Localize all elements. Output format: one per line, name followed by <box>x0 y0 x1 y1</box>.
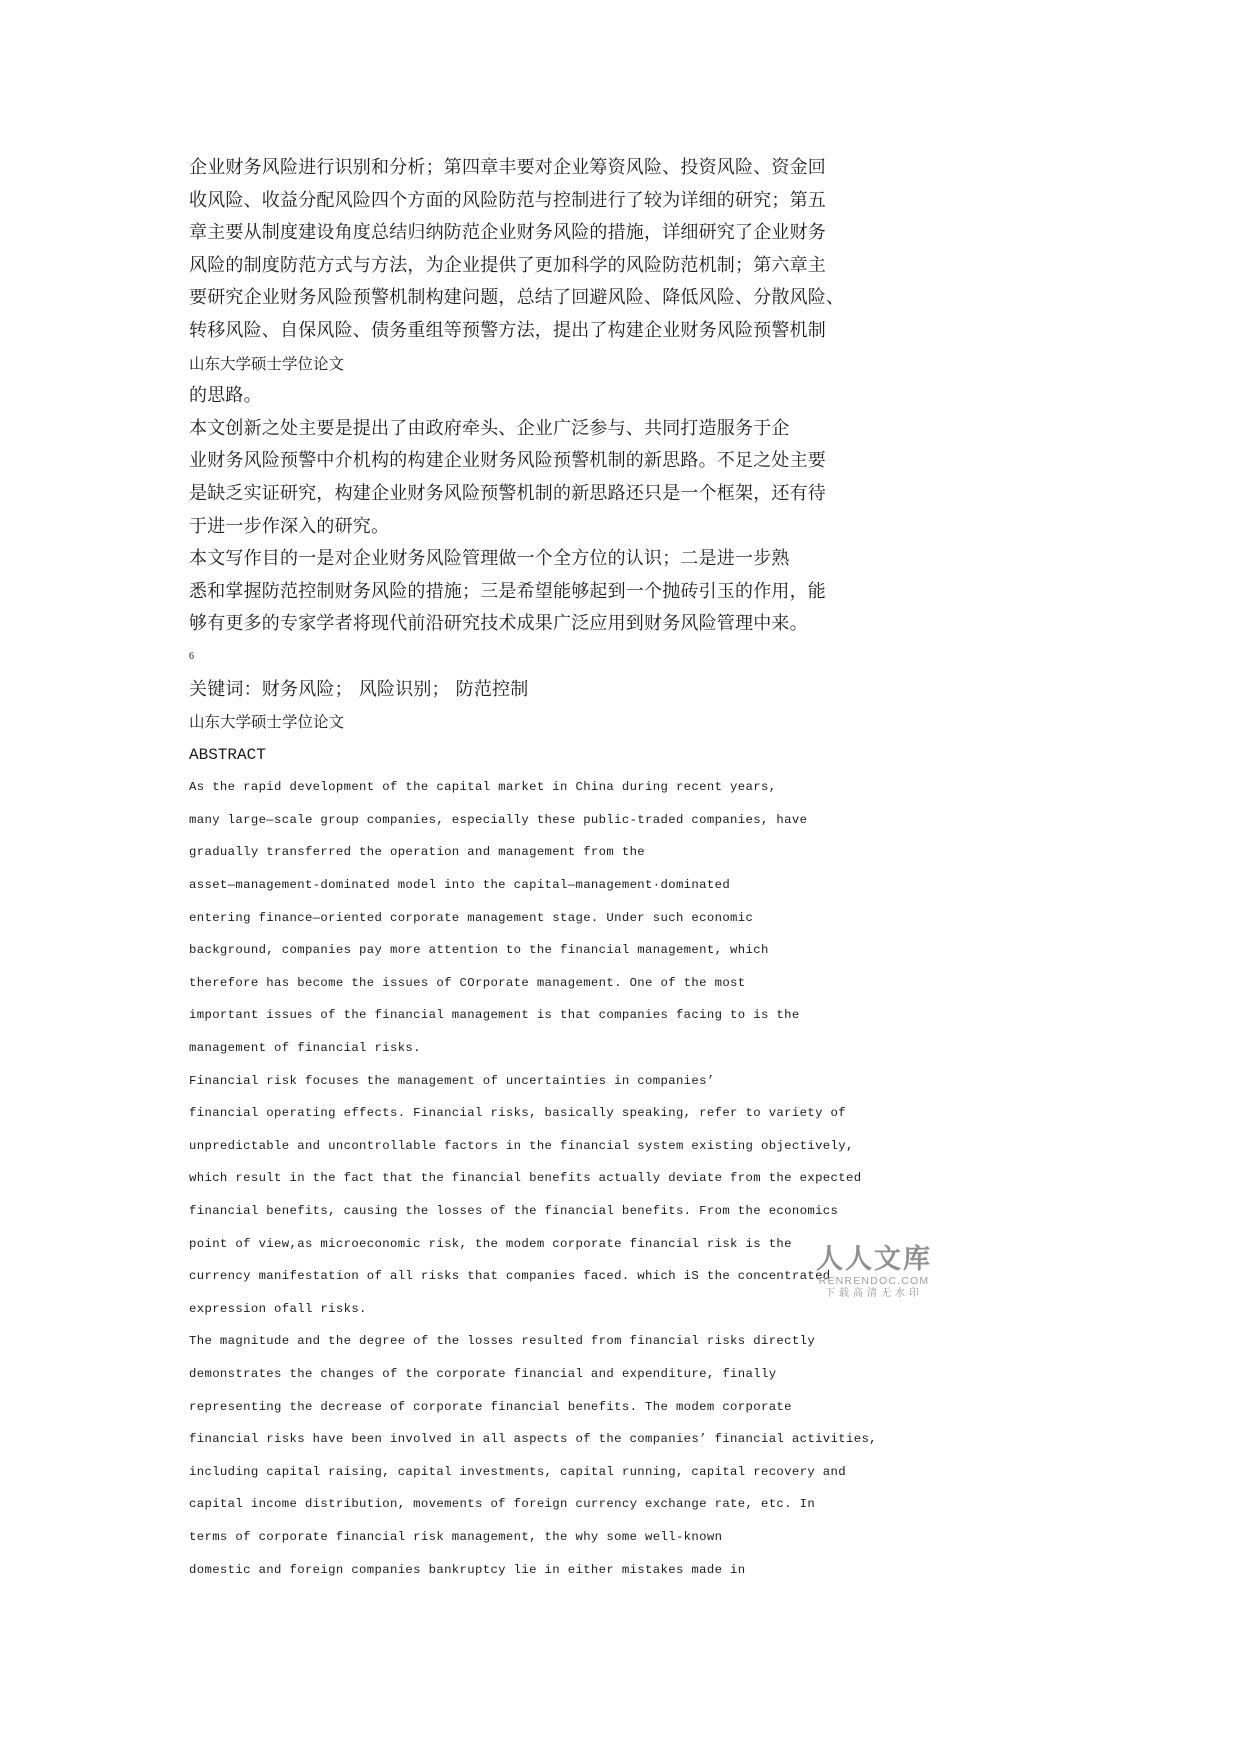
innovation-line: 于进一步作深入的研究。 <box>189 515 390 537</box>
watermark-brand: 人人文库 <box>816 1244 932 1275</box>
watermark-url: RENRENDOC.COM <box>818 1275 930 1287</box>
abstract-line: The magnitude and the degree of the losses resulted from financial risks directly <box>189 1334 816 1349</box>
abstract-line: entering finance—oriented corporate management stage. Under such economic <box>189 910 754 925</box>
body-line: 收风险、收益分配风险四个方面的风险防范与控制进行了较为详细的研究；第五 <box>189 189 826 211</box>
abstract-line: important issues of the financial management is that companies facing to is the <box>189 1008 800 1023</box>
innovation-line: 是缺乏实证研究，构建企业财务风险预警机制的新思路还只是一个框架，还有待 <box>189 482 826 504</box>
abstract-line: asset—management-dominated model into the capital—management·dominated <box>189 878 731 893</box>
abstract-line: financial operating effects. Financial risks, basically speaking, refer to variety of <box>189 1106 846 1121</box>
abstract-line: therefore has become the issues of COrporate management. One of the most <box>189 975 746 990</box>
renrendoc-watermark-logo <box>810 1245 938 1300</box>
page-number: 6 <box>189 650 194 662</box>
abstract-line: representing the decrease of corporate financial benefits. The modem corporate <box>189 1399 792 1414</box>
abstract-line: Financial risk focuses the management of uncertainties in companies’ <box>189 1073 715 1088</box>
watermark-tagline: 下载高清无水印 <box>825 1288 923 1299</box>
innovation-line: 本文创新之处主要是提出了由政府牵头、企业广泛参与、共同打造服务于企 <box>189 417 790 439</box>
abstract-line: unpredictable and uncontrollable factors in the financial system existing objectively, <box>189 1138 854 1153</box>
abstract-line: financial benefits, causing the losses of the financial benefits. From the economics <box>189 1204 839 1218</box>
body-line: 风险的制度防范方式与方法，为企业提供了更加科学的风险防范机制；第六章主 <box>189 254 826 276</box>
abstract-line: currency manifestation of all risks that companies faced. which iS the concentrated <box>189 1269 831 1284</box>
abstract-line: management of financial risks. <box>189 1041 421 1056</box>
keywords: 关键词：财务风险； 风险识别； 防范控制 <box>189 678 529 700</box>
body-line: 企业财务风险进行识别和分析；第四章丰要对企业筹资风险、投资风险、资金回 <box>189 157 826 178</box>
abstract-line: background, companies pay more attention to the financial management, which <box>189 943 769 958</box>
abstract-line: many large—scale group companies, especially these public-traded companies, have <box>189 812 808 827</box>
purpose-line: 本文写作目的一是对企业财务风险管理做一个全方位的认识；二是进一步熟 <box>189 548 790 570</box>
innovation-line: 业财务风险预警中介机构的构建企业财务风险预警机制的新思路。不足之处主要 <box>189 450 826 472</box>
body-line: 的思路。 <box>189 385 262 407</box>
abstract-line: terms of corporate financial risk management, the why some well-known <box>189 1529 723 1544</box>
abstract-line: including capital raising, capital investments, capital running, capital recovery and <box>189 1464 846 1479</box>
body-line: 要研究企业财务风险预警机制构建问题，总结了回避风险、降低风险、分散风险、 <box>189 287 845 309</box>
body-line: 转移风险、自保风险、债务重组等预警方法，提出了构建企业财务风险预警机制 <box>189 319 826 341</box>
body-line: 章主要从制度建设角度总结归纳防范企业财务风险的措施，详细研究了企业财务 <box>189 222 826 244</box>
abstract-line: As the rapid development of the capital market in China during recent years, <box>189 780 777 795</box>
running-header: 山东大学硕士学位论文 <box>189 713 345 732</box>
abstract-line: capital income distribution, movements of foreign currency exchange rate, etc. In <box>189 1497 816 1512</box>
purpose-line: 悉和掌握防范控制财务风险的措施；三是希望能够起到一个抛砖引玉的作用，能 <box>189 580 826 602</box>
purpose-line: 够有更多的专家学者将现代前沿研究技术成果广泛应用到财务风险管理中来。 <box>189 613 808 635</box>
abstract-line: which result in the fact that the financial benefits actually deviate from the expected <box>189 1171 862 1186</box>
abstract-line: point of view,as microeconomic risk, the modem corporate financial risk is the <box>189 1236 792 1251</box>
abstract-line: domestic and foreign companies bankruptcy lie in either mistakes made in <box>189 1562 746 1577</box>
abstract-line: financial risks have been involved in all aspects of the companies’ financial activities, <box>189 1432 877 1447</box>
abstract-title: ABSTRACT <box>189 745 266 764</box>
running-header: 山东大学硕士学位论文 <box>189 354 345 373</box>
abstract-line: demonstrates the changes of the corporate financial and expenditure, finally <box>189 1366 777 1381</box>
abstract-line: expression ofall risks. <box>189 1301 367 1316</box>
abstract-line: gradually transferred the operation and management from the <box>189 845 646 860</box>
